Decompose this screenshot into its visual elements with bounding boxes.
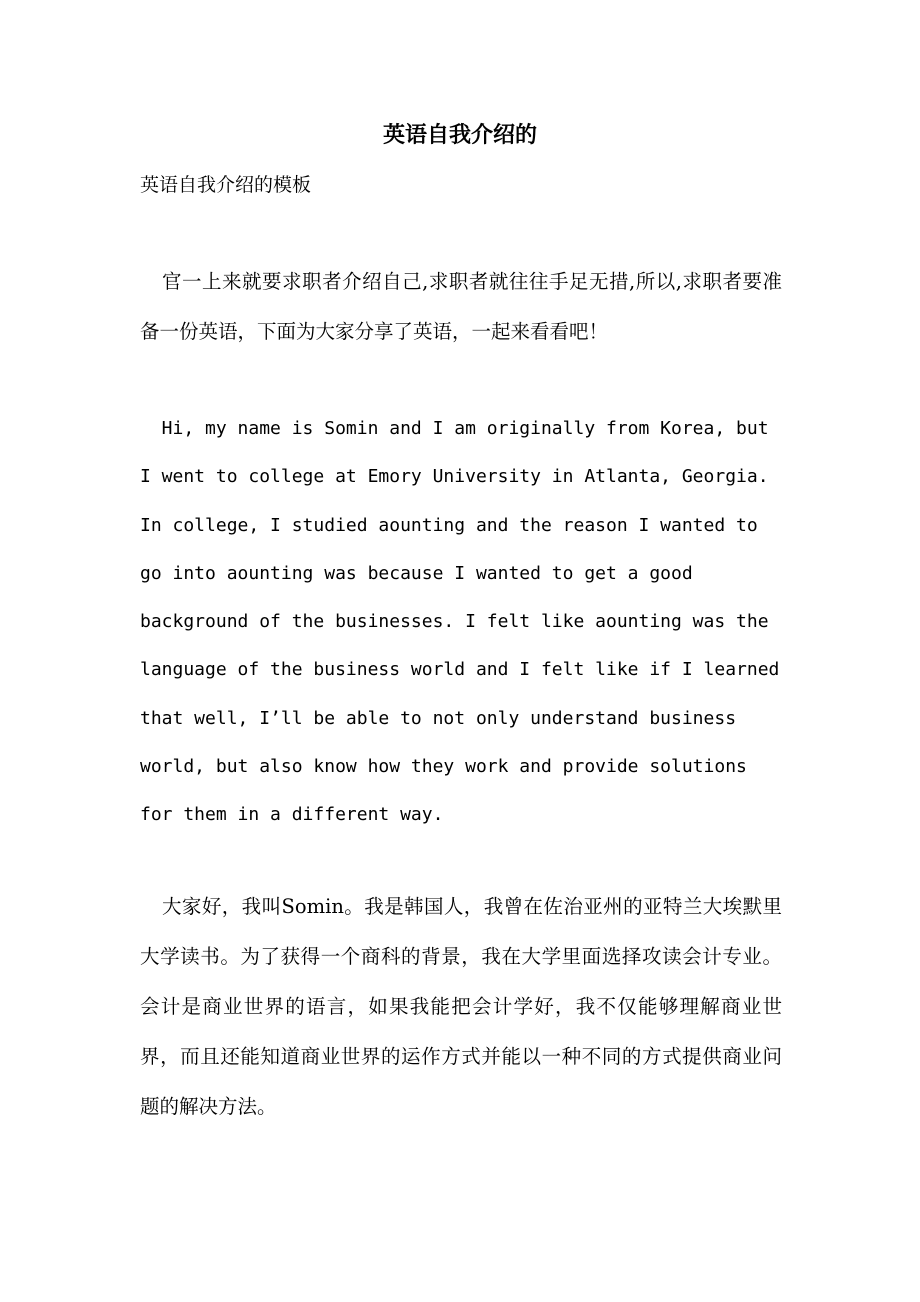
english-line: Hi, my name is Somin and I am originally from Korea, but <box>140 418 769 439</box>
english-line: background of the businesses. I felt like aounting was the <box>140 611 769 633</box>
document-title: 英语自我介绍的 <box>382 122 537 148</box>
english-self-introduction-paragraph <box>140 405 790 840</box>
intro-paragraph: 官一上来就要求职者介绍自己,求职者就往往手足无措,所以,求职者要准备一份英语，下面为大家分享了英语，一起来看看吧！ <box>140 270 782 343</box>
document-subtitle: 英语自我介绍的模板 <box>140 174 312 196</box>
english-line: for them in a different way. <box>140 804 444 826</box>
english-line: I went to college at Emory University in Atlanta, Georgia. <box>140 466 769 488</box>
english-line: language of the business world and I felt like if I learned <box>140 659 780 681</box>
english-line: that well, I’ll be able to not only understand business <box>140 707 737 729</box>
english-line: In college, I studied aounting and the reason I wanted to <box>140 514 758 536</box>
english-line: go into aounting was because I wanted to get a good <box>140 562 693 584</box>
chinese-translation-paragraph: 大家好，我叫Somin。我是韩国人，我曾在佐治亚州的亚特兰大埃默里大学读书。为了获得一个商科的背景，我在大学里面选择攻读会计专业。会计是商业世界的语言，如果我能把会计学好，我不仅能够理解商业世界，而且还能知道商业世界的运作方式并能以一种不同的方式提供商业问题的解决方法。 <box>140 895 782 1118</box>
english-line: world, but also know how they work and provide solutions <box>140 756 747 778</box>
